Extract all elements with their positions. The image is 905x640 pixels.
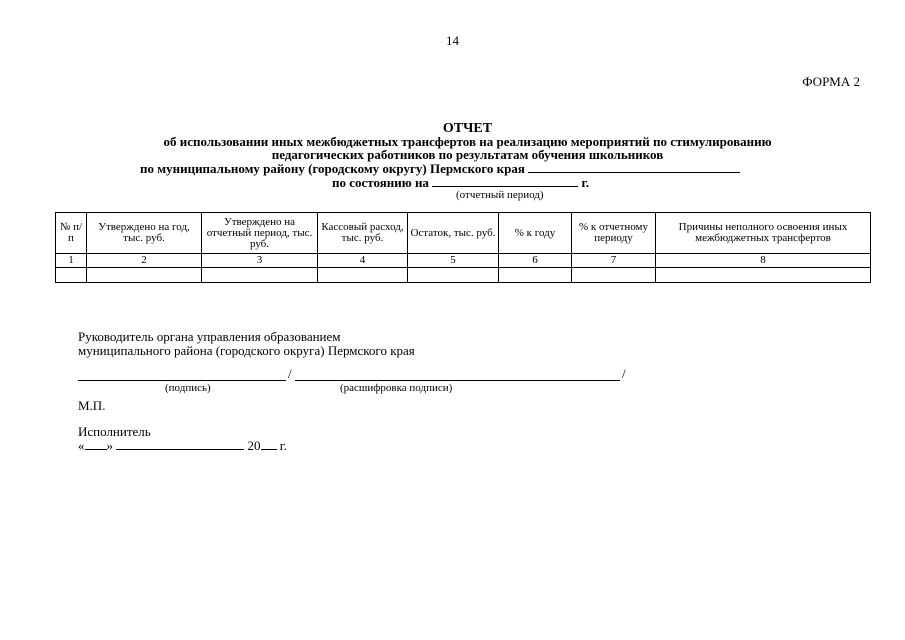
title-line-2: педагогических работников по результатам обучения школьников [271,147,664,162]
header-cell: Причины неполного освоения иных межбюджетных трансфертов [656,213,871,254]
column-number-row [56,254,871,268]
data-cell [499,268,572,283]
column-number-cell: 8 [656,254,871,268]
header-cell: № п/п [56,213,87,254]
column-number-cell: 5 [408,254,499,268]
data-cell [408,268,499,283]
title-line-3-text: по муниципальному району (городскому округу) Пермского края [140,161,525,176]
date-suffix: г. [279,438,287,453]
decoding-caption: (расшифровка подписи) [340,382,453,394]
column-number-cell: 1 [56,254,87,268]
column-number-cell: 7 [572,254,656,268]
month-blank [116,438,244,450]
header-cell: % к отчетному периоду [572,213,656,254]
title-line-3 [140,161,740,175]
title-line-1: об использовании иных межбюджетных трансфертов на реализацию мероприятий по стимулированию [163,134,772,149]
day-blank [85,438,107,450]
data-cell [202,268,318,283]
data-cell [572,268,656,283]
data-cell [318,268,408,283]
date-close-quote: » [106,438,113,453]
data-cell [656,268,871,283]
header-cell: Кассовый расход, тыс. руб. [318,213,408,254]
signature-decoding-line [295,368,620,381]
data-row [56,268,871,283]
year-suffix: г. [581,175,590,190]
signature-caption: (подпись) [165,382,211,394]
page-number: 14 [446,33,459,48]
executor-label: Исполнитель [78,424,151,439]
signature-line [78,368,286,381]
date-line [78,438,287,454]
signature-slash-1: / [288,366,292,381]
header-row [56,213,871,254]
data-cell [56,268,87,283]
year-prefix: 20 [247,438,261,453]
data-cell [87,268,202,283]
signatory-title-line-2: муниципального района (городского округа) Пермского края [78,343,415,358]
district-blank [528,161,740,173]
header-cell: Утверждено на отчетный период, тыс. руб. [202,213,318,254]
column-number-cell: 2 [87,254,202,268]
header-cell: Остаток, тыс. руб. [408,213,499,254]
period-caption: (отчетный период) [456,189,544,201]
signature-slash-2: / [622,366,626,381]
column-number-cell: 4 [318,254,408,268]
title-line-4 [332,175,589,189]
form-label: ФОРМА 2 [802,74,860,89]
column-number-cell: 3 [202,254,318,268]
header-cell: Утверждено на год, тыс. руб. [87,213,202,254]
as-of-label: по состоянию на [332,175,429,190]
stamp-label: М.П. [78,398,106,413]
column-number-cell: 6 [499,254,572,268]
date-open-quote: « [78,438,85,453]
header-cell: % к году [499,213,572,254]
report-title: ОТЧЕТ [442,121,493,136]
year-blank [261,438,277,450]
report-table [55,212,871,283]
date-blank [432,175,578,187]
signatory-title-line-1: Руководитель органа управления образованием [78,329,341,344]
